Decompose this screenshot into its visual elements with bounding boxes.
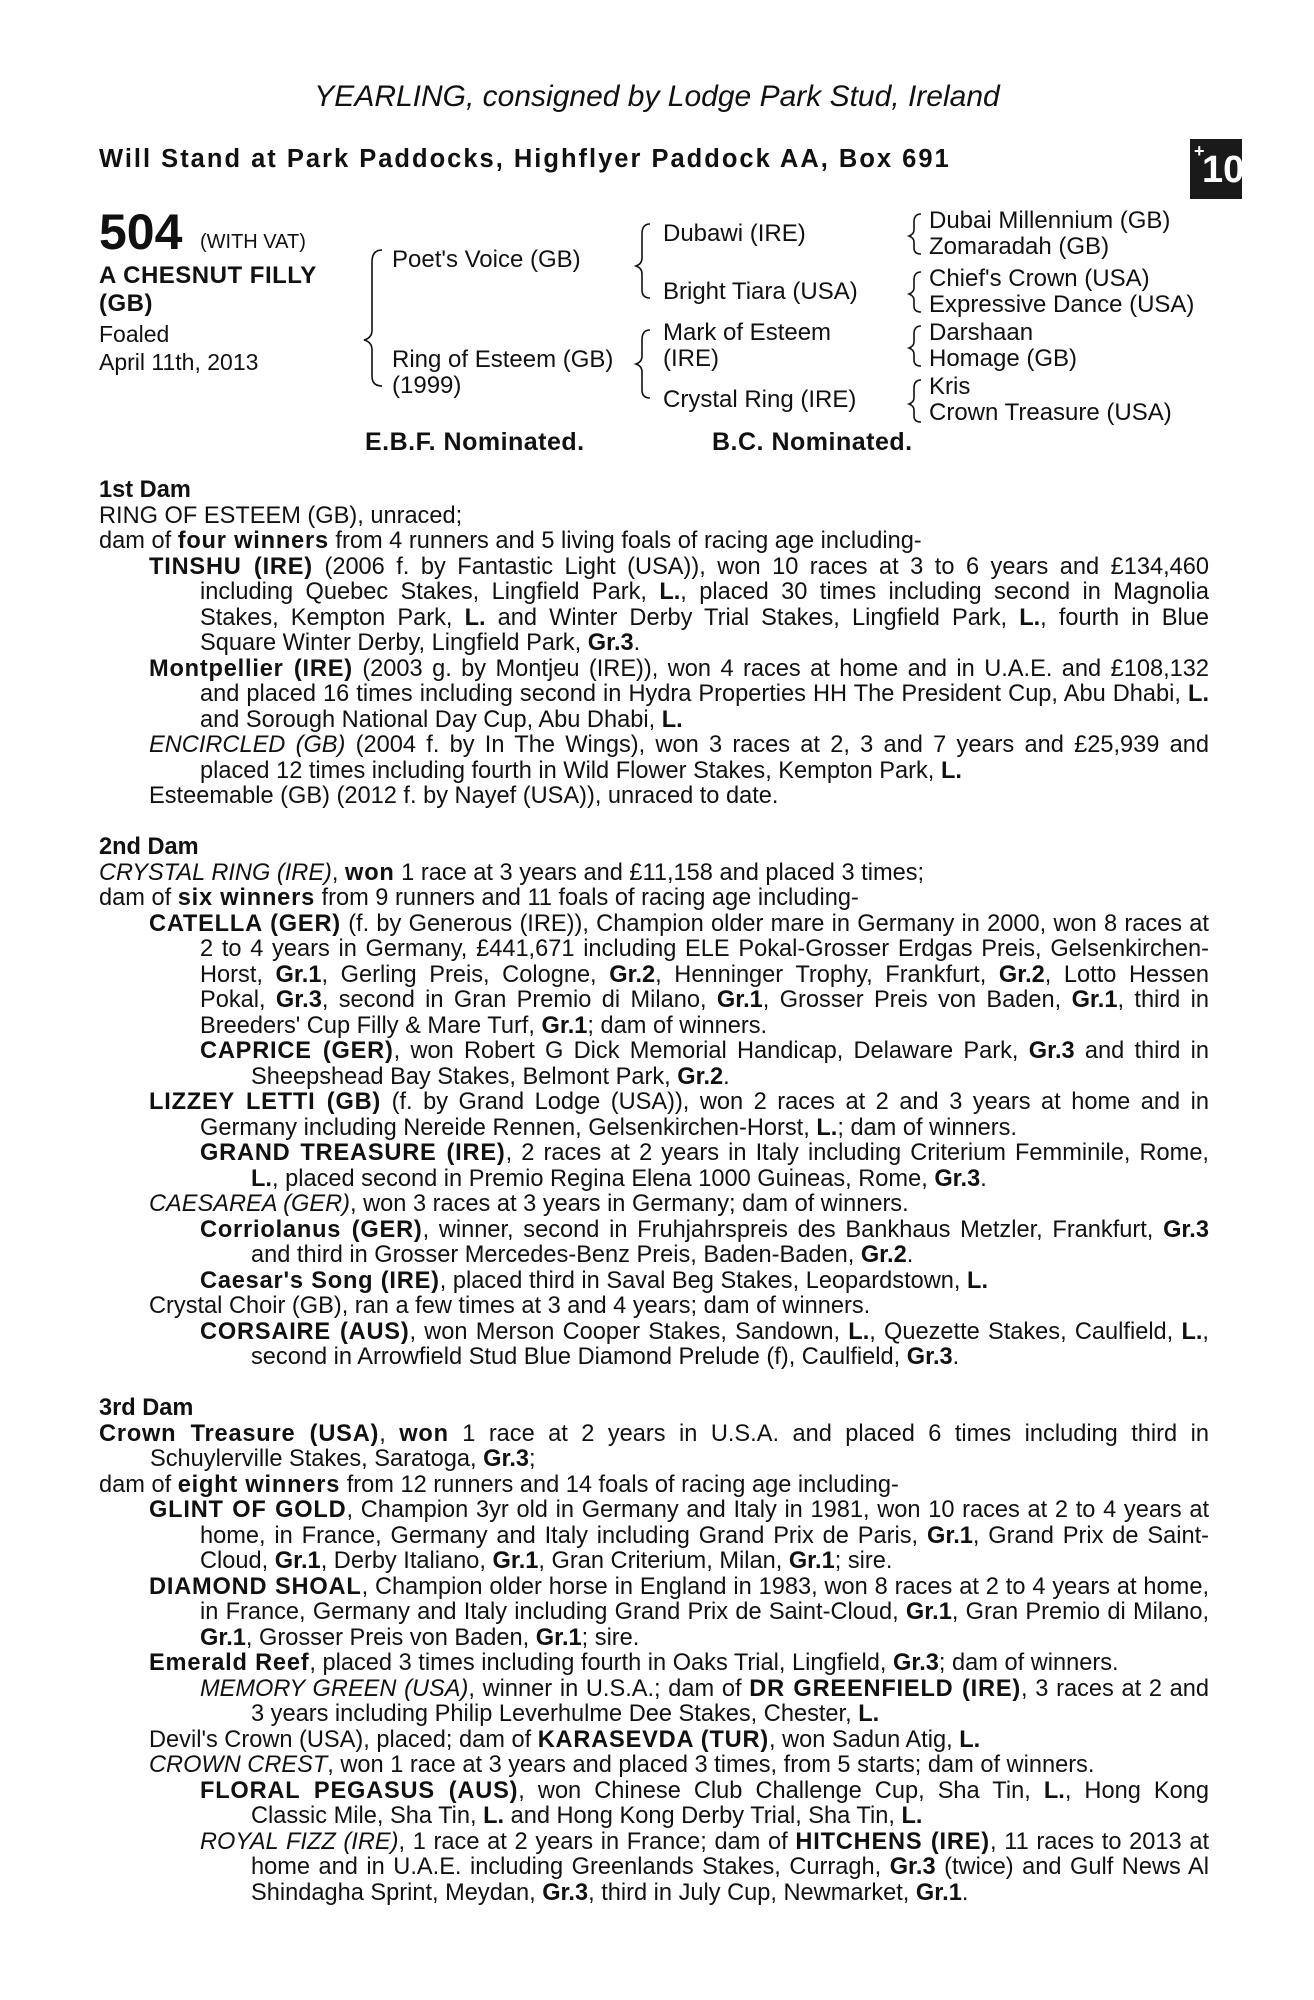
pedigree-dam-name: Ring of Esteem (GB) — [392, 346, 614, 373]
entry-memory-green: MEMORY GREEN (USA), winner in U.S.A.; dam of DR GREENFIELD (IRE), 3 races at 2 and 3 years including Philip Leverhulme Dee Stakes, Chester, L. — [200, 1675, 1210, 1727]
badge-number: 10 — [1202, 149, 1245, 191]
pedigree-dam — [392, 347, 613, 399]
lot-description-line2: (GB) — [99, 290, 153, 317]
first-dam-line2: dam of four winners from 4 runners and 5 living foals of racing age including- — [99, 528, 922, 554]
entry-crown-crest: CROWN CREST, won 1 race at 3 years and placed 3 times, from 5 starts; dam of winners. — [149, 1752, 1095, 1778]
first-dam-line1: RING OF ESTEEM (GB), unraced; — [99, 502, 463, 529]
lot-number: 504 — [99, 204, 183, 260]
pedigree-sss: Dubai Millennium (GB) — [929, 207, 1171, 234]
entry-esteemable: Esteemable (GB) (2012 f. by Nayef (USA)), unraced to date. — [149, 783, 779, 809]
entry-montpellier: Montpellier (IRE) (2003 g. by Montjeu (IRE)), won 4 races at home and in U.A.E. and £108,132 and placed 16 times including second in Hydra Properties HH The President Cup, Abu Dhabi, L. and Sorough National Day Cup, Abu Dhabi, L. — [149, 655, 1209, 733]
third-dam-heading: 3rd Dam — [99, 1395, 194, 1421]
pedigree-ds-name: Mark of Esteem — [663, 319, 832, 346]
entry-tinshu: TINSHU (IRE) (2006 f. by Fantastic Light (USA)), won 10 races at 3 to 6 years and £134,460 including Quebec Stakes, Lingfield Park, L., placed 30 times including second in Magnolia Stakes, Kempton Park, L. and Winter Derby Trial Stakes, Lingfield Park, L., fourth in Blue Square Winter Derby, Lingfield Park, Gr.3. — [149, 553, 1210, 656]
entry-caprice: CAPRICE (GER), won Robert G Dick Memorial Handicap, Delaware Park, Gr.3 and third in Sheepshead Bay Stakes, Belmont Park, Gr.2. — [200, 1038, 1209, 1090]
page-header: YEARLING, consigned by Lodge Park Stud, Ireland — [314, 80, 1000, 113]
second-dam-line2: dam of six winners from 9 runners and 11 foals of racing age including- — [99, 885, 859, 911]
pedigree-sds: Chief's Crown (USA) — [929, 265, 1150, 292]
pedigree-sire: Poet's Voice (GB) — [392, 246, 581, 273]
pedigree-ssd: Zomaradah (GB) — [929, 233, 1110, 260]
first-dam-heading: 1st Dam — [99, 477, 191, 503]
pedigree-sdd: Expressive Dance (USA) — [929, 291, 1195, 318]
entry-corriolanus: Corriolanus (GER), winner, second in Fruhjahrspreis des Bankhaus Metzler, Frankfurt, Gr.3 and third in Grosser Mercedes-Benz Preis, Baden-Baden, Gr.2. — [200, 1216, 1209, 1268]
pedigree-sd: Bright Tiara (USA) — [663, 278, 858, 305]
badge-plus: + — [1194, 141, 1205, 161]
entry-lizzey-letti: LIZZEY LETTI (GB) (f. by Grand Lodge (USA)), won 2 races at 2 and 3 years at home and in Germany including Nereide Rennen, Gelsenkirchen-Horst, L.; dam of winners. — [149, 1089, 1209, 1141]
entry-catella: CATELLA (GER) (f. by Generous (IRE)), Champion older mare in Germany in 2000, won 8 races at 2 to 4 years in Germany, £441,671 including ELE Pokal-Grosser Erdgas Preis, Gelsenkirchen-Horst, Gr.1, Gerling Preis, Cologne, Gr.2, Henninger Trophy, Frankfurt, Gr.2, Lotto Hessen Pokal, Gr.3, second in Gran Premio di Milano, Gr.1, Grosser Preis von Baden, Gr.1, third in Breeders' Cup Filly & Mare Turf, Gr.1; dam of winners. — [149, 910, 1210, 1039]
entry-encircled: ENCIRCLED (GB) (2004 f. by In The Wings), won 3 races at 2, 3 and 7 years and £25,939 and placed 12 times including fourth in Wild Flower Stakes, Kempton Park, L. — [149, 732, 1209, 784]
entry-caesarea: CAESAREA (GER), won 3 races at 3 years in Germany; dam of winners. — [149, 1191, 909, 1217]
ebf-nominated: E.B.F. Nominated. — [365, 428, 585, 456]
entry-emerald-reef: Emerald Reef, placed 3 times including fourth in Oaks Trial, Lingfield, Gr.3; dam of winners. — [149, 1650, 1119, 1676]
entry-caesars-song: Caesar's Song (IRE), placed third in Saval Beg Stakes, Leopardstown, L. — [200, 1267, 988, 1294]
pedigree-ds-country: (IRE) — [663, 345, 719, 372]
stand-location: Will Stand at Park Paddocks, Highflyer Paddock AA, Box 691 — [99, 145, 951, 173]
entry-corsaire: CORSAIRE (AUS), won Merson Cooper Stakes, Sandown, L., Quezette Stakes, Caulfield, L., second in Arrowfield Stud Blue Diamond Prelude (f), Caulfield, Gr.3. — [200, 1318, 1209, 1370]
entry-crystal-choir: Crystal Choir (GB), ran a few times at 3 and 4 years; dam of winners. — [149, 1293, 871, 1319]
foaled-label: Foaled — [99, 321, 170, 347]
foaled-date: April 11th, 2013 — [99, 349, 259, 375]
entry-diamond-shoal: DIAMOND SHOAL, Champion older horse in England in 1983, won 8 races at 2 to 4 years at home, in France, Germany and Italy including Grand Prix de Saint-Cloud, Gr.1, Gran Premio di Milano, Gr.1, Grosser Preis von Baden, Gr.1; sire. — [149, 1573, 1210, 1651]
produce-record — [99, 478, 1209, 1906]
entry-floral-pegasus: FLORAL PEGASUS (AUS), won Chinese Club Challenge Cup, Sha Tin, L., Hong Kong Classic Mile, Sha Tin, L. and Hong Kong Derby Trial, Sha Tin, L. — [200, 1777, 1210, 1829]
pedigree-dsd: Homage (GB) — [929, 345, 1078, 372]
entry-grand-treasure: GRAND TREASURE (IRE), 2 races at 2 years in Italy including Criterium Femminile, Rome, L., placed second in Premio Regina Elena 1000 Guineas, Rome, Gr.3. — [200, 1140, 1209, 1192]
entry-royal-fizz: ROYAL FIZZ (IRE), 1 race at 2 years in France; dam of HITCHENS (IRE), 11 races to 2013 at home and in U.A.E. including Greenlands Stakes, Curragh, Gr.3 (twice) and Gulf News Al Shindagha Sprint, Meydan, Gr.3, third in July Cup, Newmarket, Gr.1. — [200, 1828, 1209, 1906]
second-dam-line1: CRYSTAL RING (IRE), won 1 race at 3 years and £11,158 and placed 3 times; — [99, 859, 925, 886]
pedigree-dam-year: (1999) — [392, 372, 462, 399]
bc-nominated: B.C. Nominated. — [712, 428, 913, 456]
pedigree-ddd: Crown Treasure (USA) — [929, 399, 1172, 426]
pedigree-dss: Darshaan — [929, 319, 1034, 346]
entry-devils-crown: Devil's Crown (USA), placed; dam of KARASEVDA (TUR), won Sadun Atig, L. — [149, 1726, 981, 1753]
second-dam-heading: 2nd Dam — [99, 834, 199, 860]
pedigree-dds: Kris — [929, 373, 971, 400]
pedigree-dd: Crystal Ring (IRE) — [663, 386, 857, 413]
vat-note: (WITH VAT) — [200, 231, 306, 253]
third-dam-line2: dam of eight winners from 12 runners and 14 foals of racing age including- — [99, 1471, 899, 1498]
entry-glint-of-gold: GLINT OF GOLD, Champion 3yr old in Germany and Italy in 1981, won 10 races at 2 to 4 years at home, in France, Germany and Italy including Grand Prix de Paris, Gr.1, Grand Prix de Saint-Cloud, Gr.1, Derby Italiano, Gr.1, Gran Criterium, Milan, Gr.1; sire. — [149, 1497, 1209, 1574]
pedigree-ds — [663, 320, 831, 372]
pedigree-ss: Dubawi (IRE) — [663, 220, 806, 247]
third-dam-line1: Crown Treasure (USA), won 1 race at 2 years in U.S.A. and placed 6 times including third in Schuylerville Stakes, Saratoga, Gr.3; — [99, 1420, 1209, 1472]
lot-description-line1: A CHESNUT FILLY — [99, 262, 317, 289]
